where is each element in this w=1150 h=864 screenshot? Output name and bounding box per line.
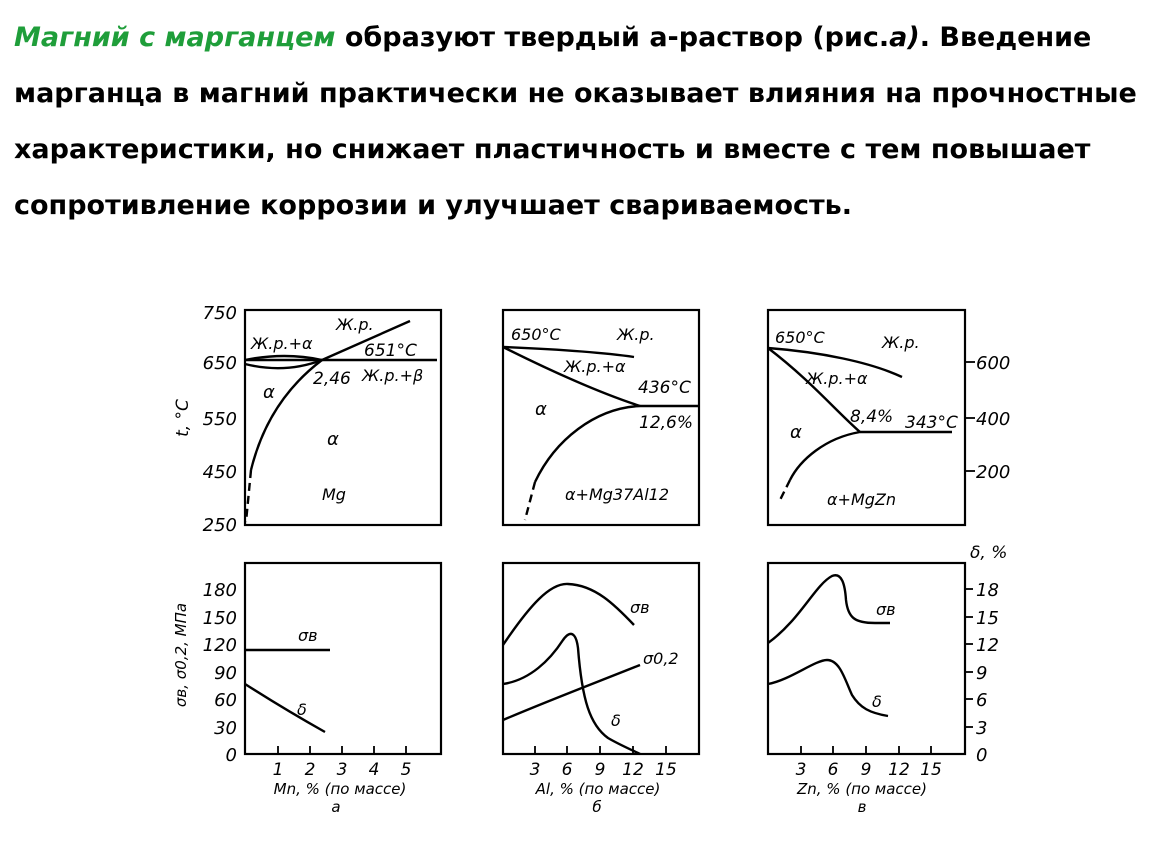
label-126: 12,6% (639, 413, 694, 433)
x-tick-a-3: 3 (336, 760, 348, 780)
label-436: 436°C (638, 378, 691, 398)
solvus-c-dashed (780, 480, 790, 500)
panel-letter-c: в (857, 798, 867, 816)
solvus-b (535, 406, 640, 482)
label-650-b: 650°C (511, 325, 561, 344)
top-right-axis (965, 353, 1010, 483)
x-tick-b-12: 12 (622, 760, 644, 780)
label-two-phase-c: α+MgZn (827, 490, 897, 509)
bottom-right-tick-15: 15 (976, 608, 999, 629)
sigma-b-curve-b (503, 584, 634, 645)
label-650-c: 650°C (775, 328, 825, 347)
label-sigma-b-a: σв (298, 626, 318, 645)
bottom-right-tick-18: 18 (976, 580, 999, 601)
bottom-tick-90: 90 (214, 663, 237, 684)
label-alpha-b: α (535, 399, 547, 420)
top-tick-250: 250 (202, 515, 237, 536)
bottom-tick-0: 0 (225, 745, 237, 766)
property-frame-c (768, 563, 965, 754)
top-tick-450: 450 (202, 462, 237, 483)
bottom-tick-150: 150 (202, 608, 237, 629)
panel-letter-a: а (331, 798, 341, 816)
label-delta-c: δ (872, 692, 882, 711)
top-left-axis (173, 303, 237, 536)
solvus-a (251, 360, 322, 470)
bottom-tick-180: 180 (202, 580, 237, 601)
label-mg: Mg (322, 485, 346, 504)
label-651: 651°C (364, 341, 417, 361)
top-tick-550: 550 (202, 409, 237, 430)
property-chart-b (503, 563, 699, 816)
label-liquid-a: Ж.р. (336, 315, 374, 334)
bottom-right-axis-label: δ, % (970, 543, 1008, 563)
bottom-tick-120: 120 (202, 635, 237, 656)
property-frame-a (245, 563, 441, 754)
bottom-right-tick-0: 0 (976, 745, 988, 766)
solidus-lower-a (245, 360, 322, 368)
bottom-right-axis (965, 543, 1007, 766)
label-delta-a: δ (297, 700, 307, 719)
top-right-tick-400: 400 (976, 409, 1011, 430)
bottom-right-tick-9: 9 (976, 663, 988, 684)
bottom-right-tick-3: 3 (976, 718, 988, 739)
solvus-a-dashed (246, 470, 251, 522)
label-sigma-b-b: σв (630, 598, 650, 617)
label-alpha-center-a: α (327, 429, 339, 450)
intro-text-2: . Введение марганца в магний практически не оказывает влияния на прочностные характеристики, но снижает пластичность и вместе с тем повышает сопротивление коррозии и улучшает свариваемость. (14, 22, 1137, 221)
sigma-b-curve-c (768, 575, 890, 643)
panel-letter-b: б (592, 798, 602, 816)
x-tick-a-1: 1 (272, 760, 284, 780)
x-tick-a-2: 2 (304, 760, 316, 780)
label-84: 8,4% (850, 407, 894, 427)
bottom-left-axis (172, 580, 237, 766)
x-label-b: Al, % (по массе) (535, 780, 661, 798)
bottom-right-tick-6: 6 (976, 690, 988, 711)
delta-line-a (245, 684, 325, 732)
label-alpha-left-a: α (263, 382, 275, 403)
intro-highlight: Магний с марганцем (14, 22, 336, 53)
phase-diagram-c (768, 310, 965, 525)
top-right-tick-600: 600 (976, 353, 1011, 374)
top-tick-750: 750 (202, 303, 237, 324)
label-liq-alpha-c: Ж.р.+α (806, 369, 868, 388)
bottom-tick-60: 60 (214, 690, 237, 711)
property-chart-a (245, 563, 441, 816)
label-two-phase-b: α+Mg37Al12 (565, 485, 670, 504)
property-chart-c (768, 563, 965, 816)
x-tick-a-4: 4 (368, 760, 380, 780)
top-right-tick-200: 200 (976, 462, 1011, 483)
intro-figure-ref: а) (889, 22, 920, 53)
delta-curve-b (503, 634, 640, 754)
x-tick-b-6: 6 (561, 760, 573, 780)
intro-text-1: образуют твердый а-раствор (рис. (335, 22, 890, 53)
bottom-left-axis-label: σв, σ0,2, МПа (172, 602, 190, 708)
top-y-axis-label: t, °C (173, 399, 193, 437)
label-liq-alpha-b: Ж.р.+α (564, 357, 626, 376)
label-liquid-c: Ж.р. (882, 333, 920, 352)
label-liq-beta-a: Ж.р.+β (362, 366, 424, 385)
label-liquid-b: Ж.р. (617, 325, 655, 344)
x-tick-b-3: 3 (529, 760, 541, 780)
x-tick-c-12: 12 (888, 760, 910, 780)
x-label-c: Zn, % (по массе) (796, 780, 928, 798)
x-tick-b-9: 9 (594, 760, 606, 780)
phase-diagram-b (503, 310, 699, 525)
x-tick-a-5: 5 (400, 760, 412, 780)
x-label-a: Mn, % (по массе) (273, 780, 407, 798)
x-tick-c-9: 9 (860, 760, 872, 780)
solidus-c (768, 348, 860, 432)
label-liq-alpha-a: Ж.р.+α (251, 334, 313, 353)
delta-curve-c (768, 660, 888, 716)
label-sigma-02-b: σ0,2 (643, 649, 679, 668)
x-tick-c-3: 3 (795, 760, 807, 780)
bottom-right-tick-12: 12 (976, 635, 999, 656)
x-tick-b-15: 15 (655, 760, 677, 780)
label-sigma-b-c: σв (876, 600, 896, 619)
phase-diagram-a (245, 310, 441, 525)
bottom-tick-30: 30 (214, 718, 237, 739)
label-343: 343°C (905, 413, 958, 433)
top-tick-650: 650 (202, 353, 237, 374)
x-tick-c-6: 6 (827, 760, 839, 780)
label-delta-b: δ (611, 711, 621, 730)
solvus-b-dashed (525, 482, 535, 520)
x-tick-c-15: 15 (920, 760, 942, 780)
label-alpha-c: α (790, 422, 802, 443)
label-246: 2,46 (313, 369, 351, 389)
